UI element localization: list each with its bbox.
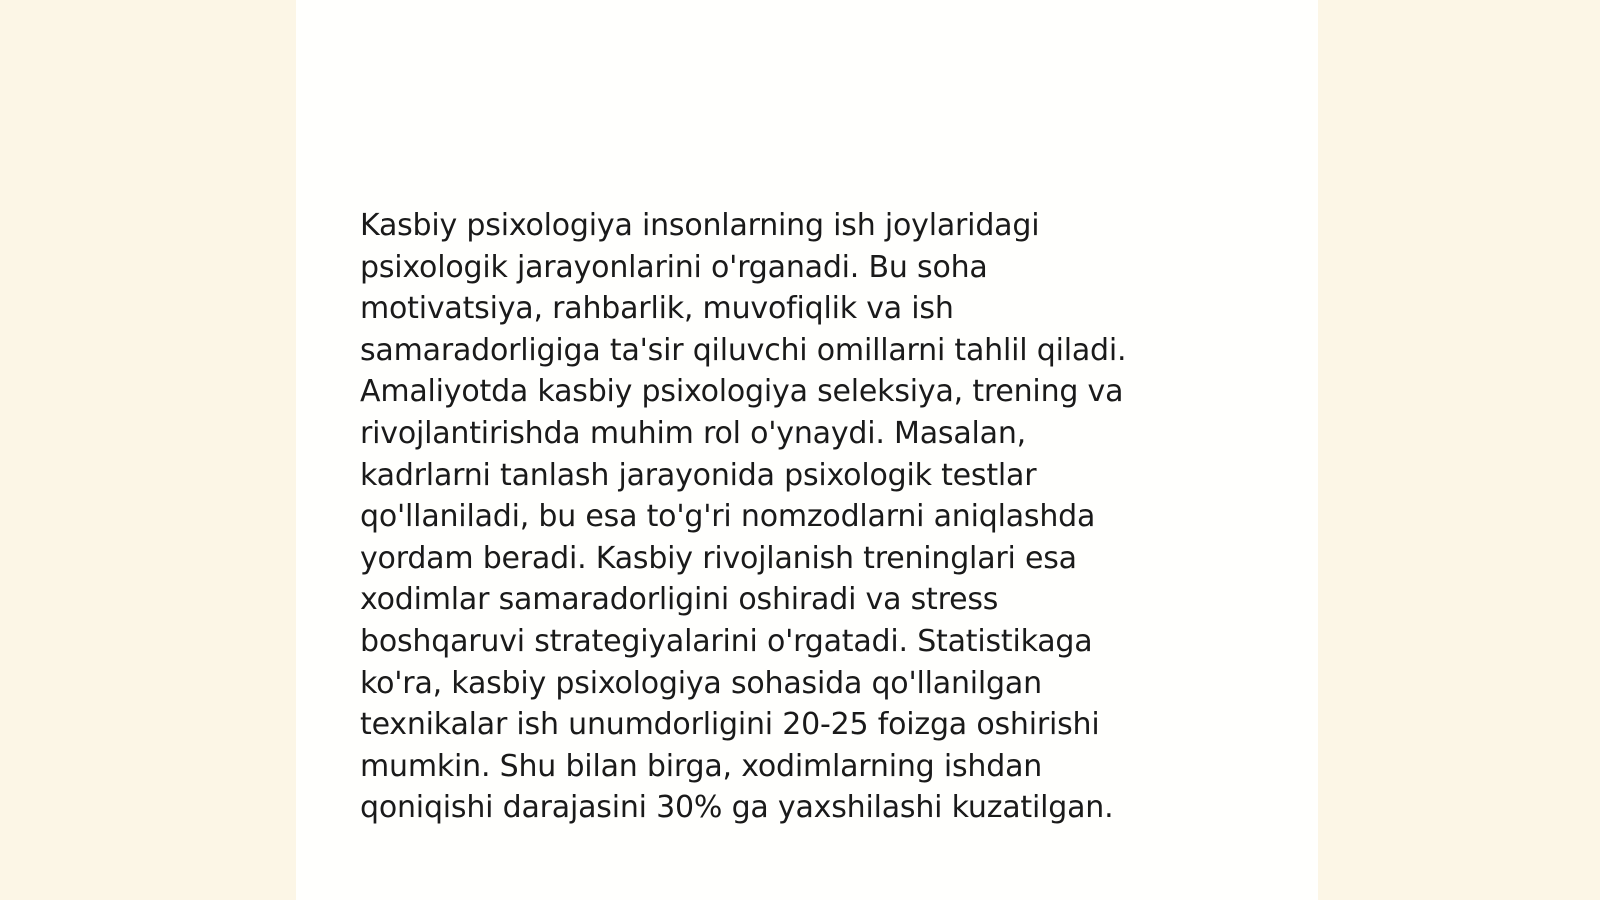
paragraph-line-12: ko'ra, kasbiy psixologiya sohasida qo'llanilgan [360,665,1042,701]
paragraph-line-13: texnikalar ish unumdorligini 20-25 foizga oshirishi [360,707,1100,743]
paragraph-line-11: boshqaruvi strategiyalarini o'rgatadi. Statistikaga [360,623,1093,659]
paragraph-line-5: Amaliyotda kasbiy psixologiya seleksiya, trening va [360,374,1124,410]
paragraph-line-7: kadrlarni tanlash jarayonida psixologik testlar [360,457,1037,493]
paragraph-line-8: qo'llaniladi, bu esa to'g'ri nomzodlarni aniqlashda [360,499,1096,535]
paragraph-line-3: motivatsiya, rahbarlik, muvofiqlik va ish [360,291,954,327]
paragraph-line-9: yordam beradi. Kasbiy rivojlanish treninglari esa [360,540,1077,576]
paragraph-line-4: samaradorligiga ta'sir qiluvchi omillarni tahlil qiladi. [360,332,1127,368]
body-paragraph [360,205,1240,829]
paragraph-line-6: rivojlantirishda muhim rol o'ynaydi. Masalan, [360,415,1026,451]
paragraph-line-2: psixologik jarayonlarini o'rganadi. Bu soha [360,249,988,285]
document-page [296,0,1318,900]
paragraph-line-10: xodimlar samaradorligini oshiradi va stress [360,582,999,618]
paragraph-line-14: mumkin. Shu bilan birga, xodimlarning ishdan [360,748,1043,784]
paragraph-line-15: qoniqishi darajasini 30% ga yaxshilashi kuzatilgan. [360,790,1114,826]
paragraph-line-1: Kasbiy psixologiya insonlarning ish joylaridagi [360,208,1040,243]
